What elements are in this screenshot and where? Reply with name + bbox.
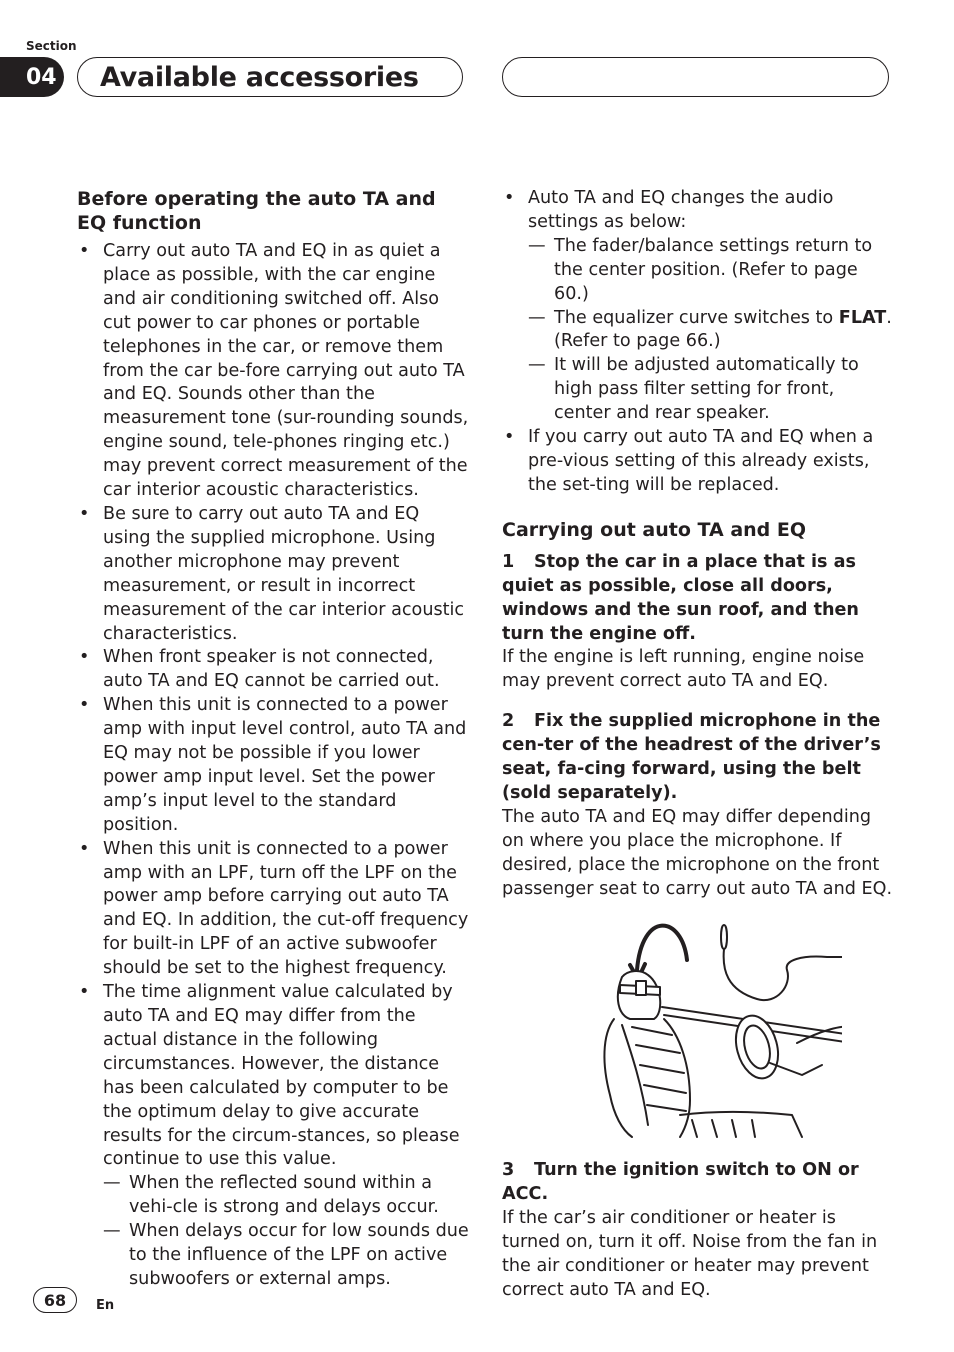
dash-text: . (Refer to page 66.)	[554, 307, 892, 352]
bullet-text: The time alignment value calculated by auto TA and EQ may differ from the actual distance in the following circumstances. However, the distance has been calculated by computer to be the optimum delay to give accurate results for the circum-stances, so please continue to use this value.	[103, 982, 460, 1170]
left-column	[77, 187, 469, 1292]
right-column	[502, 187, 894, 1303]
page-number: 68	[33, 1287, 77, 1313]
page-title: Available accessories	[100, 61, 419, 93]
bullet-item: • When this unit is connected to a power amp with input level control, auto TA and EQ may not be possible if you lower power amp input level. Set the power amp’s input level to the standard position.	[77, 694, 469, 837]
title-box-empty	[502, 57, 889, 97]
dash-text: The equalizer curve switches to	[554, 307, 839, 328]
dash-list	[528, 235, 894, 426]
right-heading: Carrying out auto TA and EQ	[502, 518, 807, 541]
dash-item: — When delays occur for low sounds due to the influence of the LPF on active subwoofers or external amps.	[103, 1220, 469, 1292]
section-label: Section	[26, 39, 77, 53]
step-title-text: Fix the supplied microphone in the cen-ter of the headrest of the driver’s seat, fa-cing forward, using the belt (sold separately).	[502, 711, 881, 803]
bullet-item: • Carry out auto TA and EQ in as quiet a place as possible, with the car engine and air conditioning switched off. Also cut power to car phones or portable telephones in the car, or remove them from the car be-fore carrying out auto TA and EQ. Sounds other than the measurement tone (sur-rounding sounds, engine sound, tele-phones ringing etc.) may prevent correct measurement of the car interior acoustic characteristics.	[77, 240, 469, 503]
dash-list	[103, 1172, 469, 1292]
step-number: 1	[502, 551, 515, 572]
left-bullet-list	[77, 240, 469, 1292]
bullet-item: • When front speaker is not connected, auto TA and EQ cannot be carried out.	[77, 646, 469, 694]
language-label: En	[96, 1298, 115, 1313]
bullet-item	[502, 187, 894, 426]
section-number-badge: 04	[0, 57, 64, 97]
step-number: 3	[502, 1160, 515, 1181]
step-3-title	[502, 1159, 894, 1207]
step-1-body: If the engine is left running, engine noise may prevent correct auto TA and EQ.	[502, 647, 865, 692]
microphone-installation-illustration	[552, 915, 842, 1139]
bullet-item	[77, 981, 469, 1292]
dash-item: — It will be adjusted automatically to high pass filter setting for front, center and rear speaker.	[528, 354, 894, 426]
right-bullet-list	[502, 187, 894, 498]
step-title-text: Stop the car in a place that is as quiet as possible, close all doors, windows and the sun roof, and then turn the engine off.	[502, 551, 859, 644]
dash-item: — The fader/balance settings return to the center position. (Refer to page 60.)	[528, 235, 894, 307]
step-2-title	[502, 710, 894, 806]
step-1-title	[502, 551, 894, 647]
bullet-text: Auto TA and EQ changes the audio settings as below:	[528, 188, 834, 232]
dash-item	[528, 307, 894, 355]
left-heading: Before operating the auto TA and EQ function	[77, 188, 436, 234]
step-2-body: The auto TA and EQ may differ depending on where you place the microphone. If desired, place the microphone on the front passenger seat to carry out auto TA and EQ.	[502, 806, 893, 899]
step-number: 2	[502, 711, 515, 732]
step-title-text: Turn the ignition switch to ON or ACC.	[502, 1160, 859, 1205]
bullet-item: • Be sure to carry out auto TA and EQ using the supplied microphone. Using another microphone may prevent measurement, or result in incorrect measurement of the car interior acoustic characteristics.	[77, 503, 469, 646]
step-3-body: If the car’s air conditioner or heater is turned on, turn it off. Noise from the fan in the air conditioner or heater may prevent correct auto TA and EQ.	[502, 1208, 878, 1300]
bullet-item: • When this unit is connected to a power amp with an LPF, turn off the LPF on the power amp before carrying out auto TA and EQ. In addition, the cut-off frequency for built-in LPF of an active subwoofer should be set to the highest frequency.	[77, 838, 469, 981]
dash-item: — When the reflected sound within a vehi-cle is strong and delays occur.	[103, 1172, 469, 1220]
flat-keyword: FLAT	[838, 307, 887, 328]
bullet-item: • If you carry out auto TA and EQ when a pre-vious setting of this already exists, the set-ting will be replaced.	[502, 426, 894, 498]
title-box	[77, 57, 463, 97]
